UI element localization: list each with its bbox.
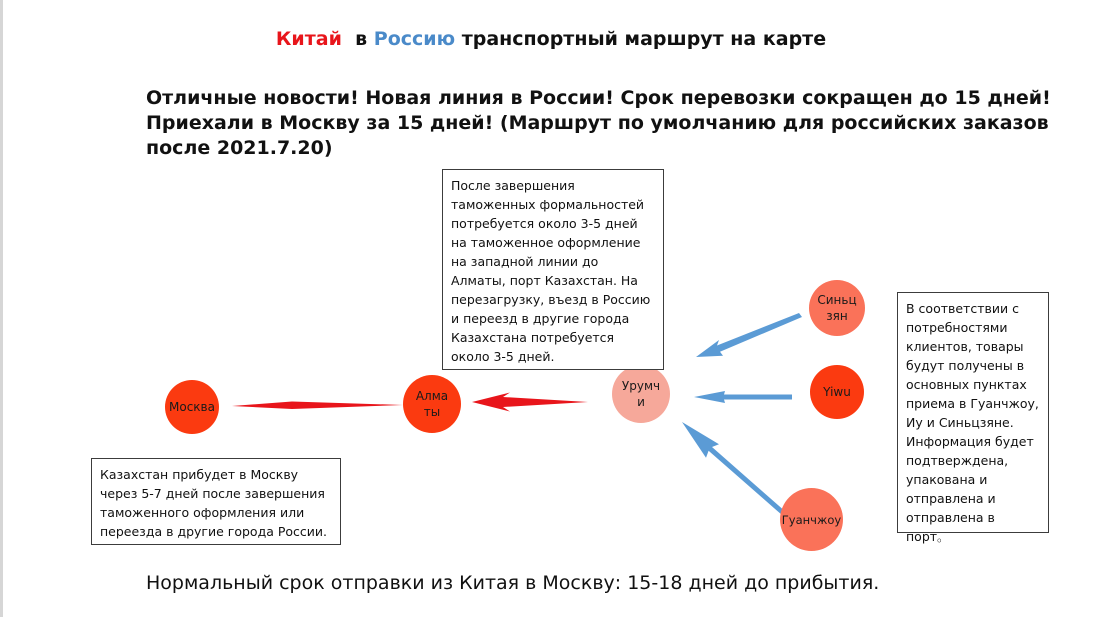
node-xinjiang	[809, 280, 865, 336]
note-moscow-arrival: Казахстан прибудет в Москву через 5-7 дней после завершения таможенного оформления или переезда в другие города России.	[91, 458, 341, 545]
node-moscow-label: Москва	[169, 400, 215, 414]
title-destination: Россию	[373, 28, 456, 50]
title-connector: в	[355, 28, 368, 50]
title-rest: транспортный маршрут на карте	[461, 28, 827, 50]
node-xinjiang-label: Синьцзян	[817, 293, 857, 323]
route-urumqi-to-almaty-arrow	[472, 393, 588, 412]
route-almaty-to-moscow-arrow	[232, 402, 403, 410]
news-announcement: Отличные новости! Новая линия в России! Срок перевозки сокращен до 15 дней! Приехали в Москву за 15 дней! (Маршрут по умолчанию для российских заказов после 2021.7.20)	[146, 87, 1051, 159]
note-almaty-customs: После завершения таможенных формальностей потребуется около 3-5 дней на таможенное оформление на западной линии до Алматы, порт Казахстан. На перезагрузку, въезд в Россию и переезд в другие города Казахстана потребуется около 3-5 дней.	[442, 169, 664, 370]
node-almaty	[403, 375, 461, 433]
node-moscow	[165, 380, 219, 434]
node-almaty-label: Алматы	[415, 389, 449, 419]
node-urumqi-label: Урумчи	[621, 379, 661, 409]
node-yiwu-label: Yiwu	[823, 385, 851, 399]
route-guangzhou-to-urumqi-arrow	[682, 422, 785, 515]
node-yiwu	[810, 365, 864, 419]
node-guangzhou-label: Гуанчжоу	[781, 512, 842, 527]
title-origin: Китай	[275, 28, 342, 50]
node-urumqi	[612, 365, 670, 423]
footer-delivery-time: Нормальный срок отправки из Китая в Москву: 15-18 дней до прибытия.	[146, 572, 880, 594]
node-guangzhou	[780, 488, 843, 551]
route-yiwu-to-urumqi-arrow	[694, 391, 792, 403]
route-xinjiang-to-urumqi-arrow	[696, 313, 802, 357]
note-collection-hubs: В соответствии с потребностями клиентов, товары будут получены в основных пунктах приема в Гуанчжоу, Иу и Синьцзяне. Информация будет подтверждена, упакована и отправлена и отправлена в порт。	[897, 292, 1049, 533]
